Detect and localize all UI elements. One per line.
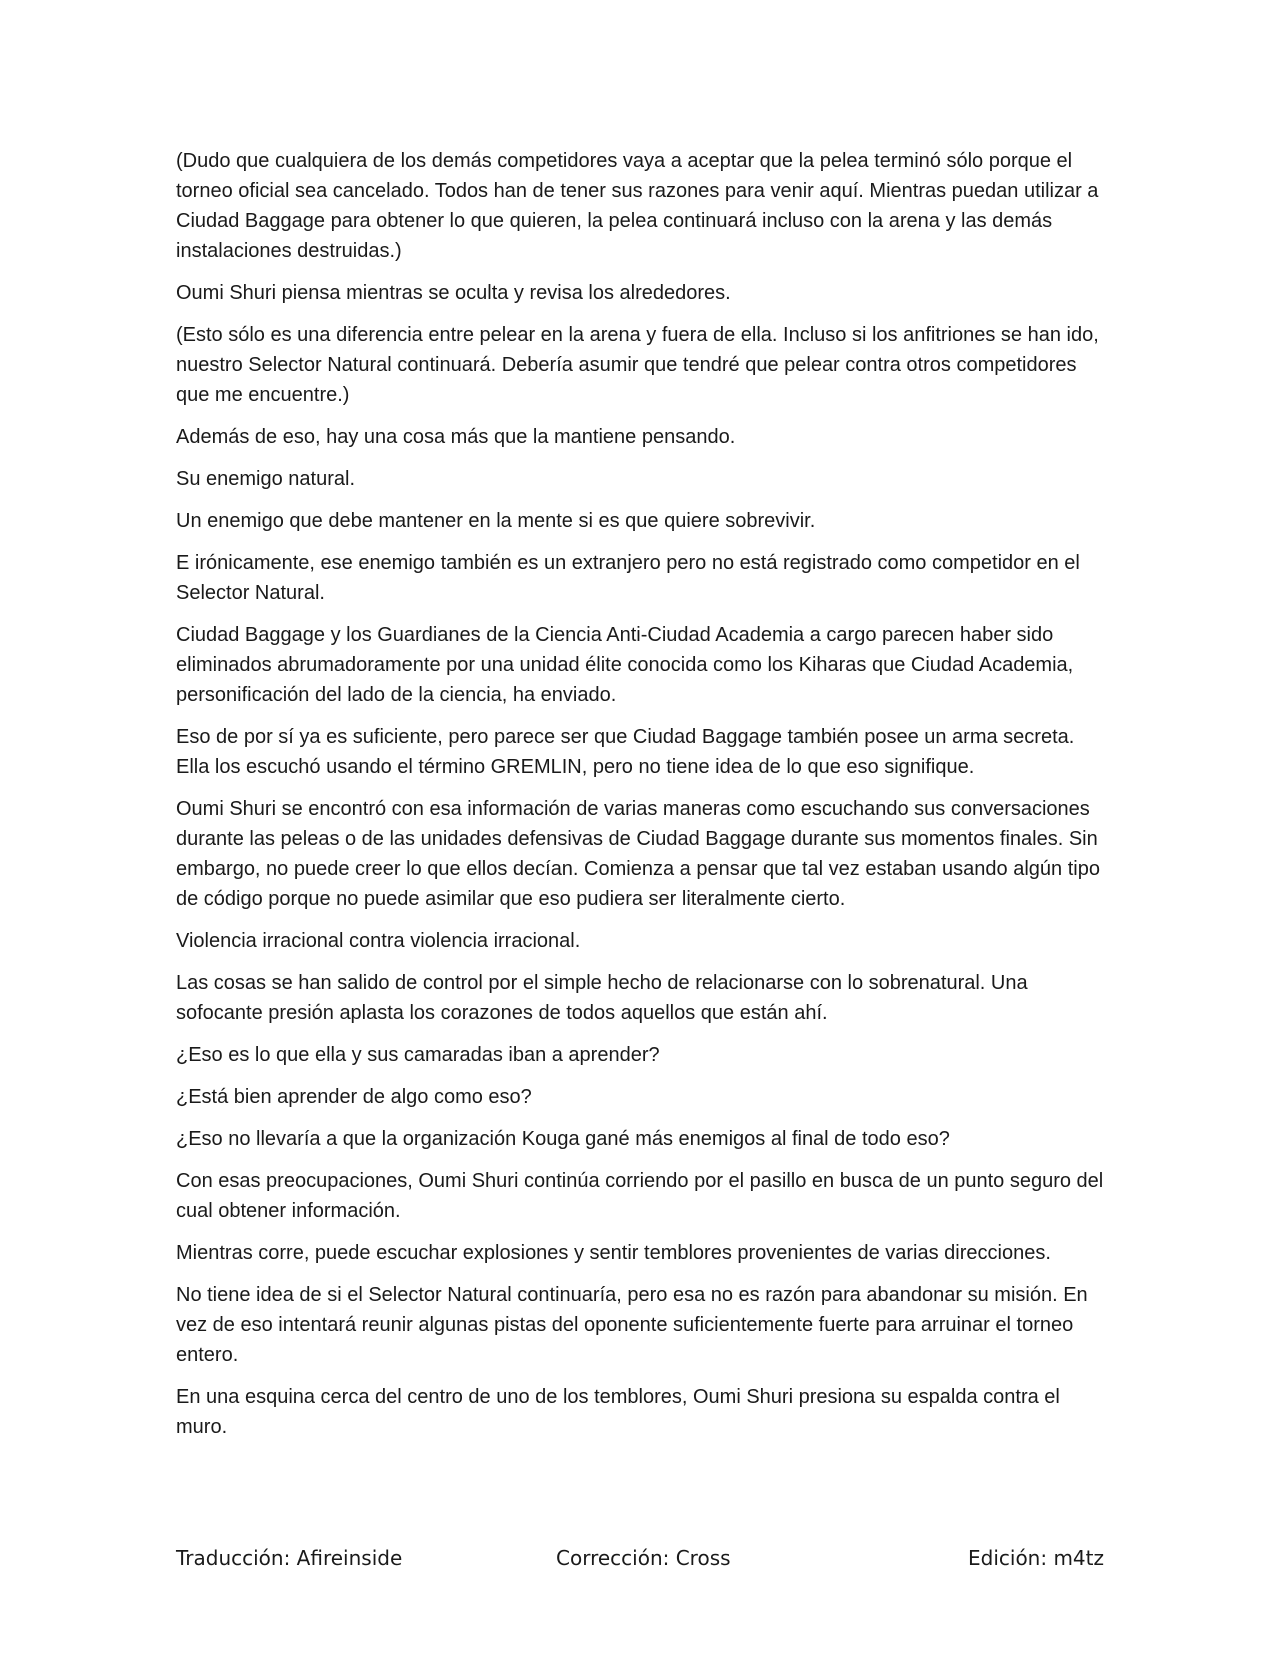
body-text [176, 146, 1104, 1454]
page-footer [176, 1543, 1104, 1573]
paragraph-16: Con esas preocupaciones, Oumi Shuri continúa corriendo por el pasillo en busca de un punto seguro del cual obtener información. [176, 1170, 1104, 1222]
paragraph-17: Mientras corre, puede escuchar explosiones y sentir temblores provenientes de varias direcciones. [176, 1242, 1051, 1264]
paragraph-10: Oumi Shuri se encontró con esa información de varias maneras como escuchando sus conversaciones durante las peleas o de las unidades defensivas de Ciudad Baggage durante sus momentos finales. Sin embargo, no puede creer lo que ellos decían. Comienza a pensar que tal vez estaban usando algún tipo de código porque no puede asimilar que eso pudiera ser literalmente cierto. [176, 798, 1100, 910]
paragraph-1: (Dudo que cualquiera de los demás competidores vaya a aceptar que la pelea terminó sólo porque el torneo oficial sea cancelado. Todos han de tener sus razones para venir aquí. Mientras puedan utilizar a Ciudad Baggage para obtener lo que quieren, la pelea continuará incluso con la arena y las demás instalaciones destruidas.) [176, 150, 1099, 262]
paragraph-12: Las cosas se han salido de control por el simple hecho de relacionarse con lo sobrenatural. Una sofocante presión aplasta los corazones de todos aquellos que están ahí. [176, 972, 1028, 1024]
paragraph-15: ¿Eso no llevaría a que la organización Kouga gané más enemigos al final de todo eso? [176, 1128, 950, 1150]
footer-edition-credit: Edición: m4tz [968, 1546, 1104, 1570]
paragraph-9: Eso de por sí ya es suficiente, pero parece ser que Ciudad Baggage también posee un arma secreta. Ella los escuchó usando el término GREMLIN, pero no tiene idea de lo que eso signifique. [176, 726, 1075, 778]
paragraph-3: (Esto sólo es una diferencia entre pelear en la arena y fuera de ella. Incluso si los anfitriones se han ido, nuestro Selector Natural continuará. Debería asumir que tendré que pelear contra otros competidores que me encuentre.) [176, 324, 1099, 406]
paragraph-5: Su enemigo natural. [176, 468, 356, 490]
paragraph-14: ¿Está bien aprender de algo como eso? [176, 1086, 532, 1108]
paragraph-11: Violencia irracional contra violencia irracional. [176, 930, 581, 952]
paragraph-19: En una esquina cerca del centro de uno de los temblores, Oumi Shuri presiona su espalda contra el muro. [176, 1386, 1060, 1438]
paragraph-13: ¿Eso es lo que ella y sus camaradas iban a aprender? [176, 1044, 660, 1066]
paragraph-8: Ciudad Baggage y los Guardianes de la Ciencia Anti-Ciudad Academia a cargo parecen haber sido eliminados abrumadoramente por una unidad élite conocida como los Kiharas que Ciudad Academia, personificación del lado de la ciencia, ha enviado. [176, 624, 1074, 706]
paragraph-7: E irónicamente, ese enemigo también es un extranjero pero no está registrado como competidor en el Selector Natural. [176, 552, 1080, 604]
paragraph-18: No tiene idea de si el Selector Natural continuaría, pero esa no es razón para abandonar su misión. En vez de eso intentará reunir algunas pistas del oponente suficientemente fuerte para arruinar el torneo entero. [176, 1284, 1088, 1366]
footer-correction-credit: Corrección: Cross [556, 1546, 731, 1570]
paragraph-2: Oumi Shuri piensa mientras se oculta y revisa los alrededores. [176, 282, 731, 304]
paragraph-4: Además de eso, hay una cosa más que la mantiene pensando. [176, 426, 736, 448]
footer-translation-credit: Traducción: Afireinside [176, 1546, 403, 1570]
paragraph-6: Un enemigo que debe mantener en la mente si es que quiere sobrevivir. [176, 510, 816, 532]
